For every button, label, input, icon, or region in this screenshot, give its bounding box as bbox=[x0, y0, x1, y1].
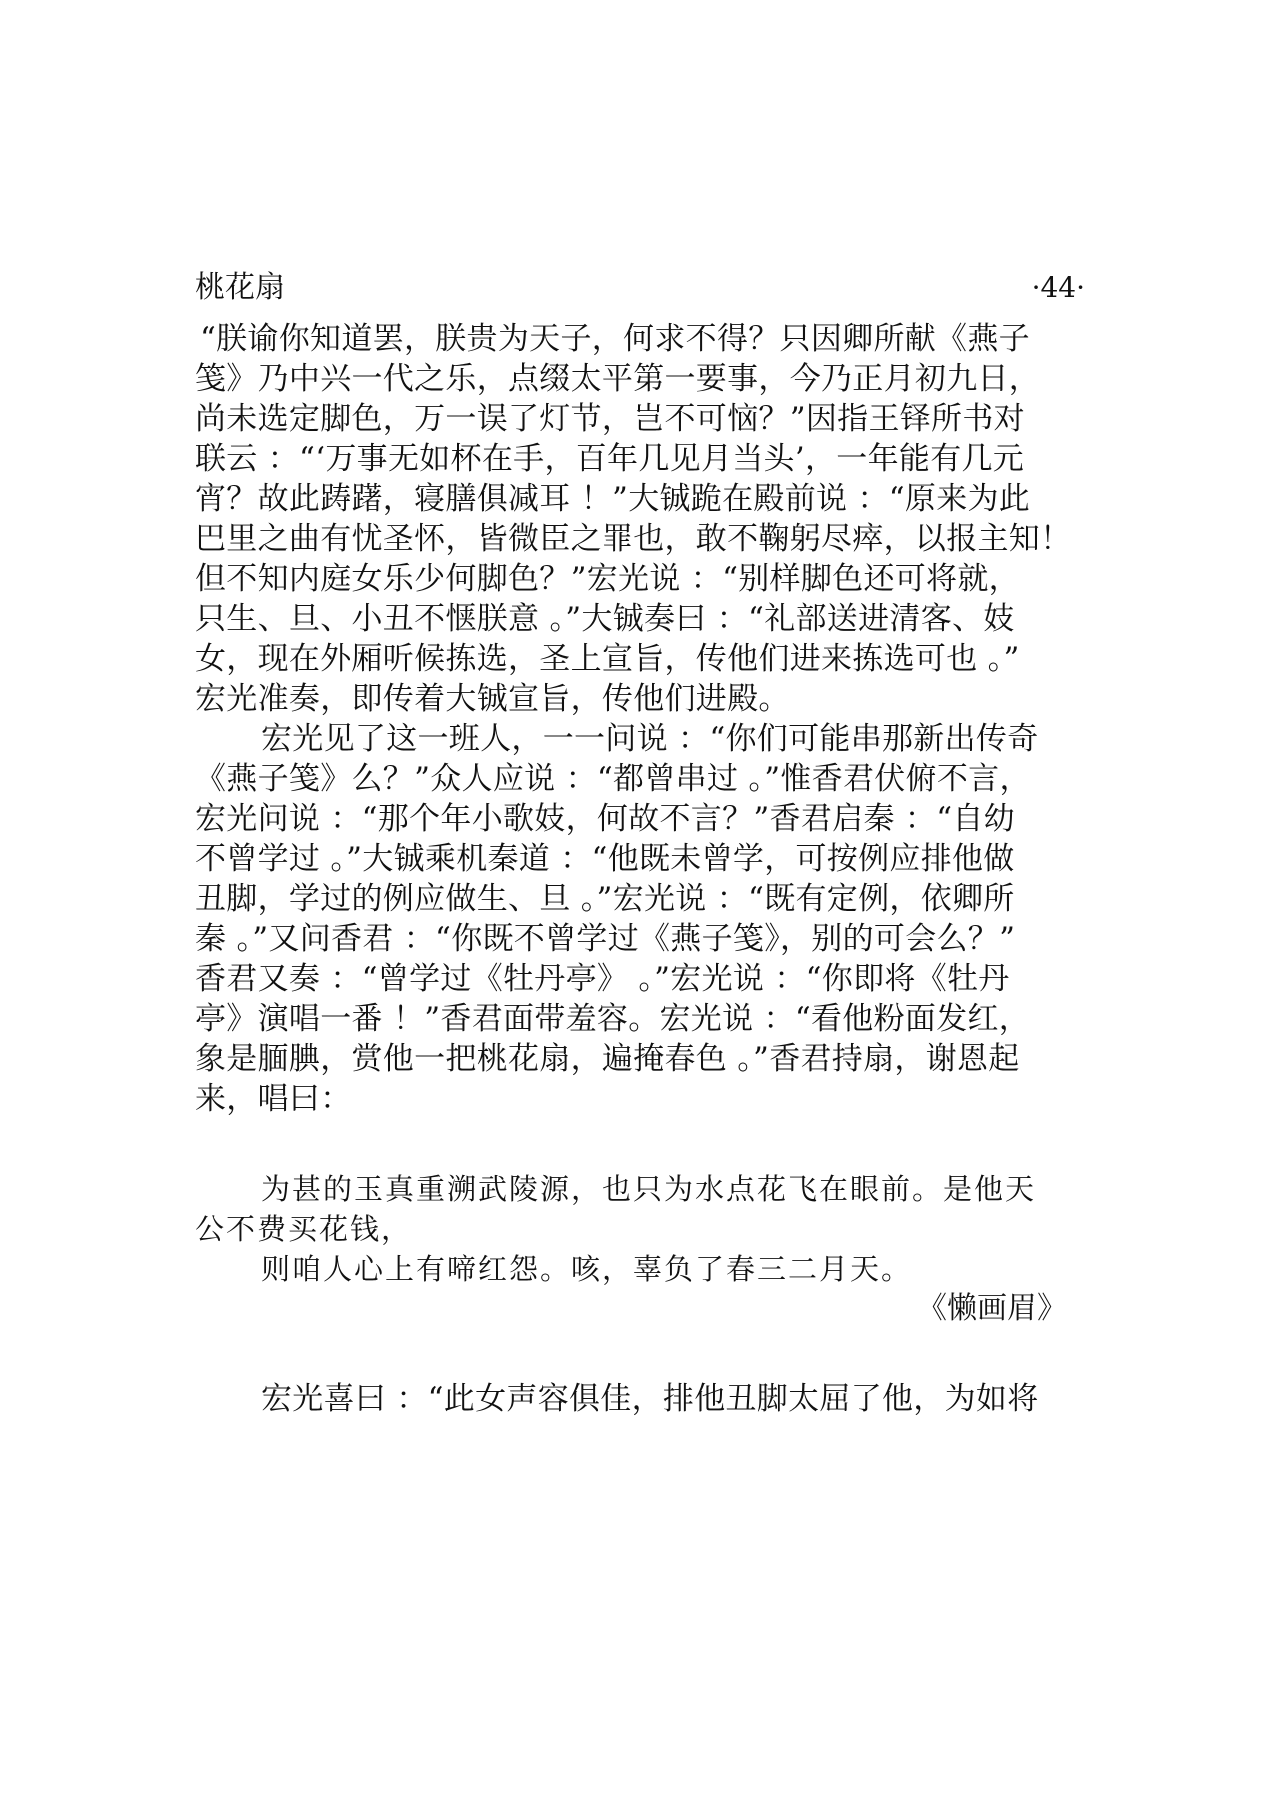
text-line: 尚未选定脚色，万一误了灯节，岂不可恼？”因指王铎所书对 bbox=[195, 401, 1025, 437]
verse-line: 公不费买花钱， bbox=[195, 1212, 413, 1246]
text-line: 笺》乃中兴一代之乐，点缀太平第一要事，今乃正月初九日， bbox=[195, 361, 1041, 397]
text-line: 秦 。”又问香君 ：“你既不曾学过《燕子笺》，别的可会么？” bbox=[195, 921, 1016, 957]
text-line: 但不知内庭女乐少何脚色？”宏光说 ：“别样脚色还可将就， bbox=[195, 561, 1020, 597]
verse-line: 为甚的玉真重溯武陵源，也只为水点花飞在眼前。是他天 bbox=[261, 1172, 1037, 1206]
verse-line: 则咱人心上有啼红怨。咳，辜负了春三二月天。 bbox=[261, 1252, 913, 1286]
text-line: 宏光喜曰 ：“此女声容俱佳，排他丑脚太屈了他，为如将 bbox=[261, 1381, 1039, 1417]
text-line: 来，唱曰： bbox=[195, 1081, 352, 1117]
text-line: 宏光见了这一班人，一一问说 ：“你们可能串那新出传奇 bbox=[261, 721, 1039, 757]
text-line: 亭》演唱一番 ！”香君面带羞容。宏光说 ：“看他粉面发红， bbox=[195, 1001, 1031, 1037]
text-line: 丑脚，学过的例应做生、旦 。”宏光说 ：“既有定例，依卿所 bbox=[195, 881, 1015, 917]
text-line: 象是腼腆，赏他一把桃花扇，遍掩春色 。”香君持扇，谢恩起 bbox=[195, 1041, 1020, 1077]
text-line: 《燕子笺》么？”众人应说 ：“都曾串过 。”惟香君伏俯不言， bbox=[195, 761, 1031, 797]
page-number: ·44· bbox=[1031, 271, 1085, 304]
text-line: 只生、旦、小丑不惬朕意 。”大铖奏曰 ：“礼部送进清客、妓 bbox=[195, 601, 1015, 637]
text-line: 宏光问说 ：“那个年小歌妓，何故不言？”香君启秦 ：“自幼 bbox=[195, 801, 1015, 837]
text-line: “朕谕你知道罢，朕贵为天子，何求不得？只因卿所献《燕子 bbox=[200, 321, 1030, 357]
text-line: 香君又奏 ：“曾学过《牡丹亭》 。”宏光说 ：“你即将《牡丹 bbox=[195, 961, 1010, 997]
text-line: 女，现在外厢听候拣选，圣上宣旨，传他们进来拣选可也 。” bbox=[195, 641, 1020, 677]
text-line: 巴里之曲有忧圣怀，皆微臣之罪也，敢不鞠躬尽瘁，以报主知！ bbox=[195, 521, 1072, 557]
text-line: 联云 ：“‘万事无如杯在手，百年几见月当头’，一年能有几元 bbox=[195, 441, 1025, 477]
text-line: 不曾学过 。”大铖乘机秦道 ：“他既未曾学，可按例应排他做 bbox=[195, 841, 1015, 877]
page-header bbox=[195, 268, 1085, 318]
text-line: 宵？故此踌躇，寝膳俱减耳 ！”大铖跪在殿前说 ：“原来为此 bbox=[195, 481, 1031, 517]
tune-name: 《懒画眉》 bbox=[917, 1291, 1067, 1326]
text-line: 宏光准奏，即传着大铖宣旨，传他们进殿。 bbox=[195, 681, 790, 717]
running-title: 桃花扇 bbox=[195, 270, 285, 305]
